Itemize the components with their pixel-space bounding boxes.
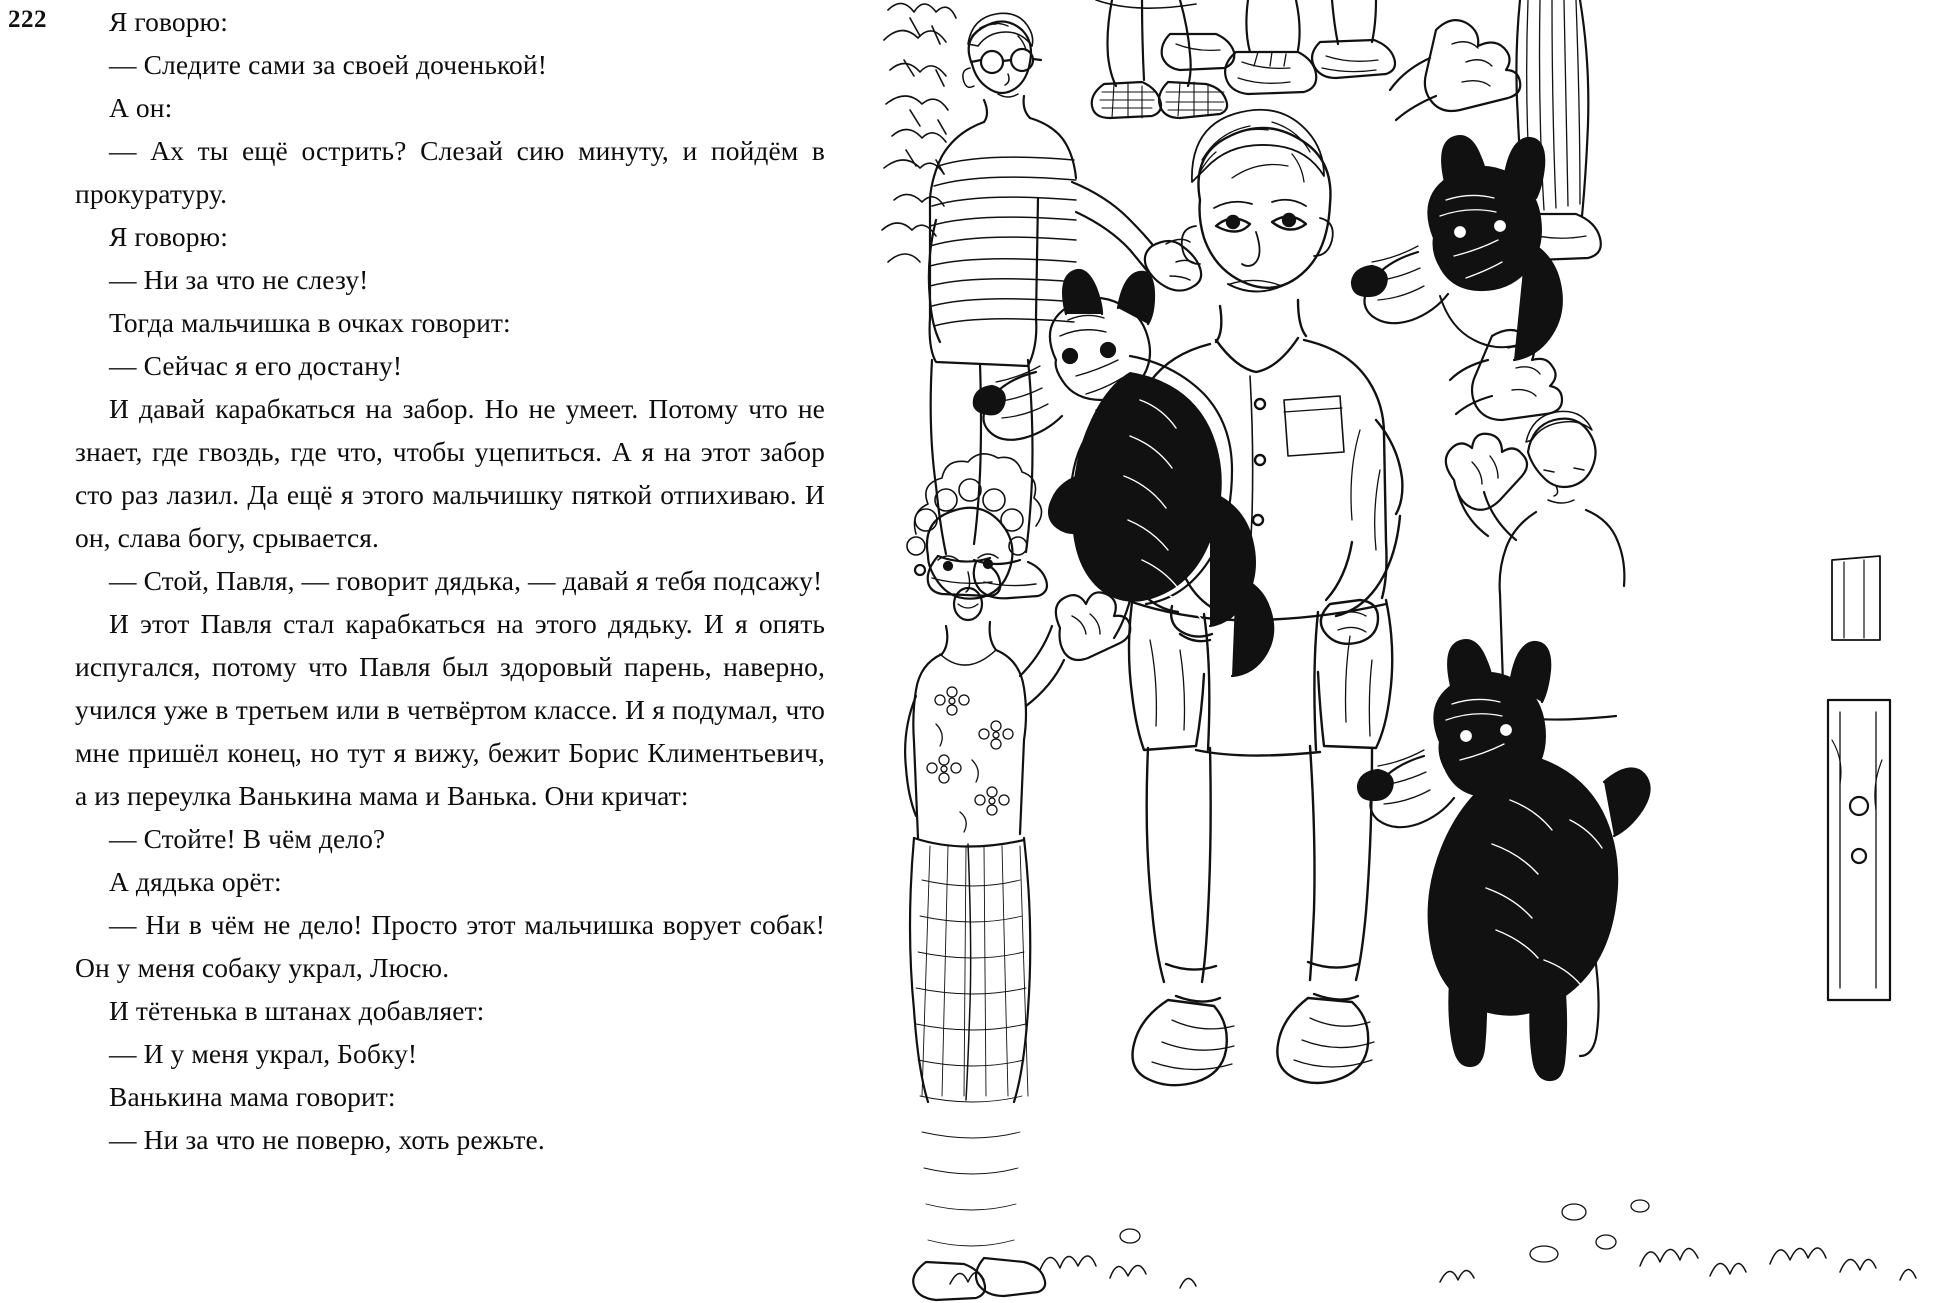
- paragraph: А дядька орёт:: [109, 866, 282, 897]
- story-text-column: [75, 0, 825, 1161]
- story-illustration: [880, 0, 1946, 1303]
- paragraph: — Ни за что не поверю, хоть режьте.: [109, 1124, 545, 1155]
- paragraph: И давай карабкаться на забор. Но не умеет. Потому что не знает, где гвоздь, где что, чтобы уцепиться. А я на этот забор сто раз лазил. Да ещё я этого мальчишку пяткой отпихиваю. И он, слава богу, срывается.: [75, 393, 825, 553]
- paragraph: А он:: [109, 92, 173, 123]
- paragraph: — Ах ты ещё острить? Слезай сию минуту, и пойдём в прокуратуру.: [75, 135, 825, 209]
- paragraph: — Следите сами за своей доченькой!: [109, 49, 547, 80]
- paragraph: И этот Павля стал карабкаться на этого дядьку. И я опять испугался, потому что Павля был здоровый парень, наверно, учился уже в третьем или в четвёртом классе. И я подумал, что мне пришёл конец, но тут я вижу, бежит Борис Климентьевич, а из переулка Ванькина мама и Ванька. Они кричат:: [75, 608, 825, 811]
- paragraph: — Стойте! В чём дело?: [109, 823, 386, 854]
- paragraph: — Сейчас я его достану!: [109, 350, 403, 381]
- paragraph: И тётенька в штанах добавляет:: [109, 995, 485, 1026]
- paragraph: — Ни за что не слезу!: [109, 264, 369, 295]
- paragraph: — И у меня украл, Бобку!: [109, 1038, 418, 1069]
- paragraph: — Стой, Павля, — говорит дядька, — давай я тебя подсажу!: [109, 565, 823, 596]
- paragraph: Тогда мальчишка в очках говорит:: [109, 307, 511, 338]
- paragraph: Я говорю:: [109, 221, 228, 252]
- paragraph: Ванькина мама говорит:: [109, 1081, 396, 1112]
- page-number: 222: [8, 6, 47, 33]
- paragraph: Я говорю:: [109, 6, 228, 37]
- paragraph: — Ни в чём не дело! Просто этот мальчишка ворует собак! Он у меня собаку украл, Люсю.: [75, 909, 825, 983]
